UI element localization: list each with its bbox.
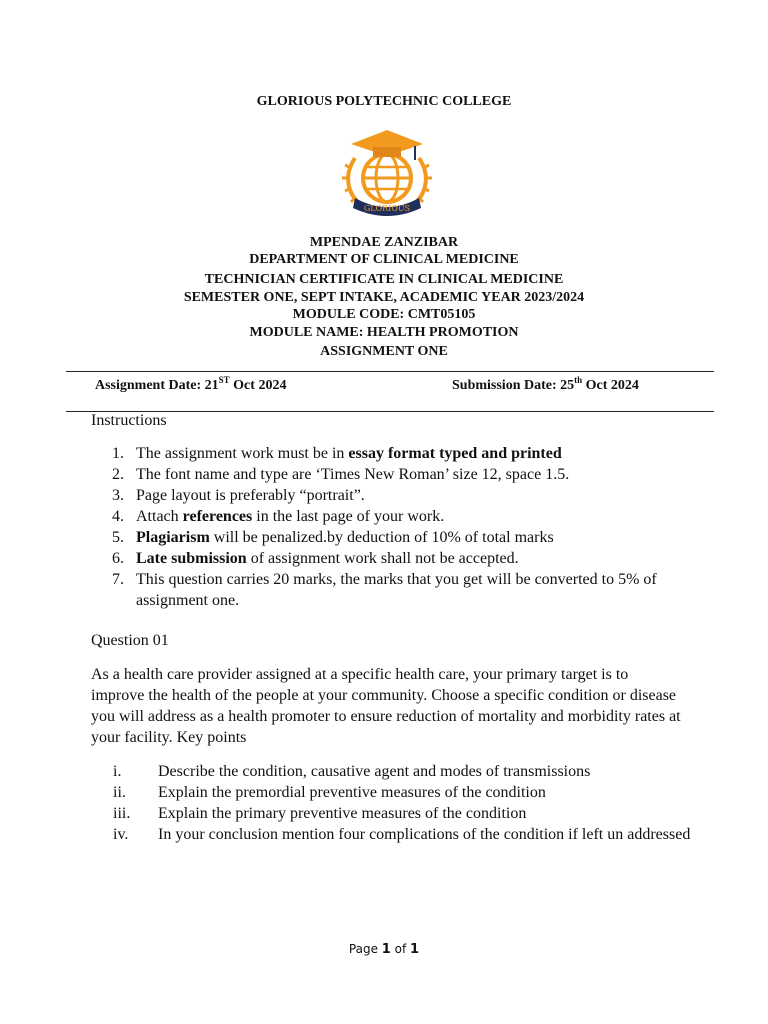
submission-date: Submission Date: 25th Oct 2024 xyxy=(452,375,639,393)
divider-top xyxy=(66,371,714,372)
list-item: 5. Plagiarism will be penalized.by deduction of 10% of total marks xyxy=(112,529,554,546)
college-location: MPENDAE ZANZIBAR xyxy=(309,235,459,250)
instructions-list xyxy=(91,443,691,611)
module-code: MODULE CODE: CMT05105 xyxy=(292,307,476,322)
list-item: iv. In your conclusion mention four complications of the condition if left un addressed xyxy=(113,826,691,843)
college-logo xyxy=(335,118,439,222)
list-item: ii. Explain the premordial preventive measures of the condition xyxy=(113,784,546,801)
assignment-title: ASSIGNMENT ONE xyxy=(320,344,448,359)
assignment-date: Assignment Date: 21ST Oct 2024 xyxy=(95,375,287,393)
logo-banner-text: GLORIOUS xyxy=(363,204,411,213)
programme-title: TECHNICIAN CERTIFICATE IN CLINICAL MEDICINE xyxy=(204,272,564,287)
question-heading: Question 01 xyxy=(91,632,169,649)
college-name: GLORIOUS POLYTECHNIC COLLEGE xyxy=(256,94,512,109)
question-paragraph: As a health care provider assigned at a specific health care, your primary target is to improve the health of the people at your community. Choose a specific condition or disease you will address as a health promoter to ensure reduction of mortality and morbidity rates at your facility. Key points xyxy=(91,666,681,746)
instructions-heading: Instructions xyxy=(91,412,167,429)
key-points-list xyxy=(91,761,691,845)
list-item: 7. This question carries 20 marks, the marks that you get will be converted to 5% of assignment one. xyxy=(112,571,657,609)
list-item: 6. Late submission of assignment work shall not be accepted. xyxy=(112,550,519,567)
list-item: 2. The font name and type are ‘Times New Roman’ size 12, space 1.5. xyxy=(112,466,570,483)
list-item: 3. Page layout is preferably “portrait”. xyxy=(112,487,365,504)
department-title: DEPARTMENT OF CLINICAL MEDICINE xyxy=(249,252,519,267)
list-item: 1. The assignment work must be in essay format typed and printed xyxy=(112,445,562,462)
page-footer: Page 1 of 1 xyxy=(348,942,420,957)
semester-info: SEMESTER ONE, SEPT INTAKE, ACADEMIC YEAR 2023/2024 xyxy=(183,290,585,305)
module-name: MODULE NAME: HEALTH PROMOTION xyxy=(249,325,519,340)
graduation-globe-icon xyxy=(335,118,439,222)
list-item: 4. Attach references in the last page of your work. xyxy=(112,508,445,525)
list-item: i. Describe the condition, causative agent and modes of transmissions xyxy=(113,763,591,780)
list-item: iii. Explain the primary preventive measures of the condition xyxy=(113,805,527,822)
